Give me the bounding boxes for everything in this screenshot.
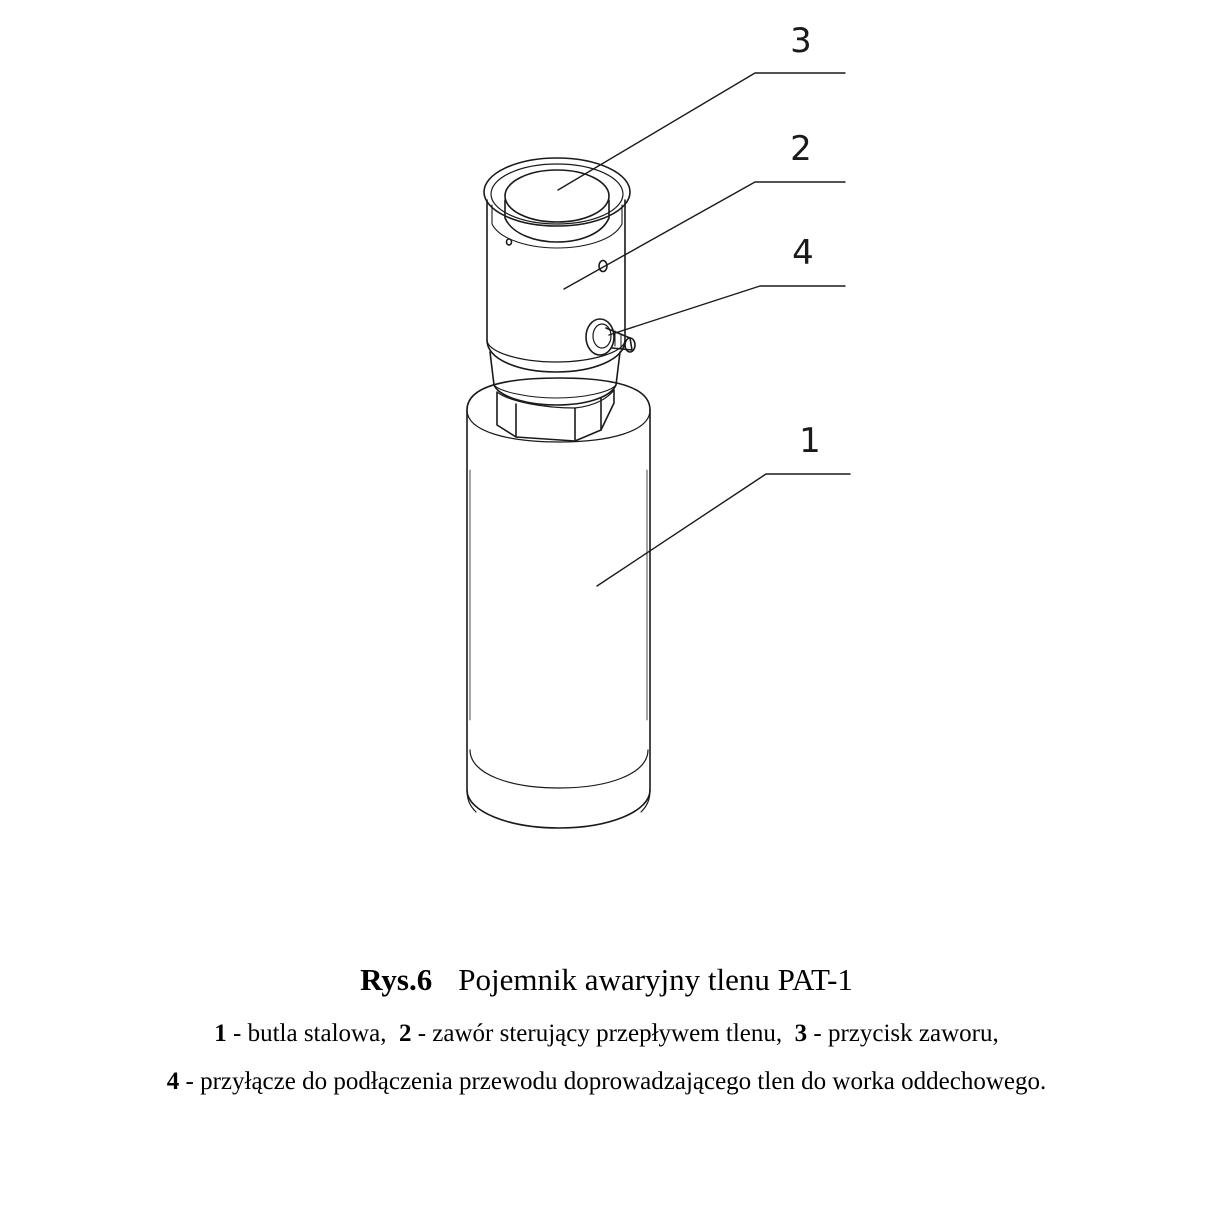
- figure-title: Pojemnik awaryjny tlenu PAT-1: [458, 962, 853, 997]
- callout-2: 2: [790, 129, 812, 169]
- leader-line-4: [609, 286, 845, 335]
- legend-line-1: [0, 1020, 1213, 1048]
- connector-fitting: [586, 319, 635, 355]
- legend-text-2: - zawór sterujący przepływem tlenu,: [411, 1020, 795, 1047]
- figure-number: Rys.6: [360, 962, 433, 997]
- legend-number-3: 3: [794, 1020, 808, 1047]
- callout-4: 4: [792, 233, 814, 273]
- legend-number-4: 4: [166, 1068, 180, 1095]
- steel-cylinder: [467, 378, 650, 828]
- callout-3: 3: [790, 21, 812, 61]
- legend-text-1: - butla stalowa,: [226, 1020, 399, 1047]
- legend-number-1: 1: [214, 1020, 227, 1047]
- leader-line-1: [597, 474, 850, 586]
- control-valve: [487, 200, 625, 405]
- legend-text-3: - przycisk zaworu,: [807, 1020, 999, 1047]
- legend-text-4: - przyłącze do podłączenia przewodu doprowadzającego tlen do worka oddechowego.: [179, 1068, 1047, 1095]
- callout-1: 1: [799, 421, 821, 461]
- legend-number-2: 2: [398, 1020, 412, 1047]
- valve-button: [484, 158, 630, 248]
- legend-line-2: [0, 1068, 1213, 1096]
- figure-caption: [0, 962, 1213, 998]
